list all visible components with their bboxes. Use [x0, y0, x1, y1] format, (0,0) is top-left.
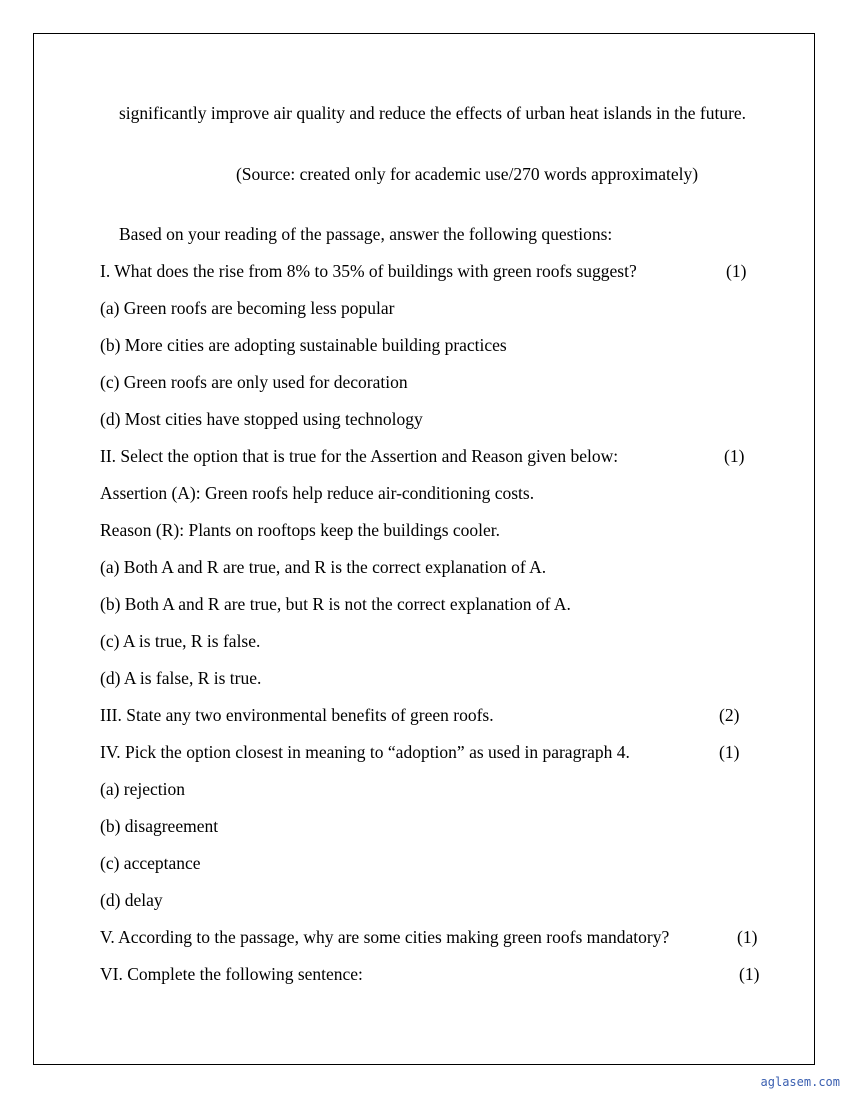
passage-source: (Source: created only for academic use/270 words approximately) [235, 164, 699, 184]
question-4-option-a: (a) rejection [100, 779, 186, 799]
question-4-option-d: (d) delay [100, 890, 163, 910]
question-2: II. Select the option that is true for the Assertion and Reason given below: [100, 446, 619, 466]
question-1-option-c: (c) Green roofs are only used for decoration [100, 372, 408, 392]
question-5: V. According to the passage, why are some cities making green roofs mandatory? [100, 927, 670, 947]
question-5-marks: (1) [737, 927, 758, 947]
question-4: IV. Pick the option closest in meaning to “adoption” as used in paragraph 4. [100, 742, 630, 762]
question-2-option-d: (d) A is false, R is true. [100, 668, 262, 688]
question-2-assertion: Assertion (A): Green roofs help reduce air-conditioning costs. [100, 483, 535, 503]
page-border [33, 33, 815, 1065]
question-3-marks: (2) [719, 705, 740, 725]
question-1-marks: (1) [726, 261, 747, 281]
question-4-option-c: (c) acceptance [100, 853, 201, 873]
question-6: VI. Complete the following sentence: [100, 964, 363, 984]
passage-end-text: significantly improve air quality and reduce the effects of urban heat islands in the future. [119, 103, 747, 123]
question-4-marks: (1) [719, 742, 740, 762]
question-2-option-b: (b) Both A and R are true, but R is not the correct explanation of A. [100, 594, 571, 614]
question-2-option-a: (a) Both A and R are true, and R is the correct explanation of A. [100, 557, 547, 577]
question-1-option-a: (a) Green roofs are becoming less popular [100, 298, 395, 318]
instruction: Based on your reading of the passage, answer the following questions: [119, 224, 613, 244]
question-2-option-c: (c) A is true, R is false. [100, 631, 261, 651]
question-1-option-d: (d) Most cities have stopped using technology [100, 409, 423, 429]
question-1: I. What does the rise from 8% to 35% of buildings with green roofs suggest? [100, 261, 637, 281]
question-6-marks: (1) [739, 964, 760, 984]
site-watermark: aglasem.com [760, 1075, 840, 1089]
question-4-option-b: (b) disagreement [100, 816, 219, 836]
question-2-reason: Reason (R): Plants on rooftops keep the buildings cooler. [100, 520, 501, 540]
question-2-marks: (1) [724, 446, 745, 466]
question-1-option-b: (b) More cities are adopting sustainable building practices [100, 335, 507, 355]
question-3: III. State any two environmental benefits of green roofs. [100, 705, 494, 725]
